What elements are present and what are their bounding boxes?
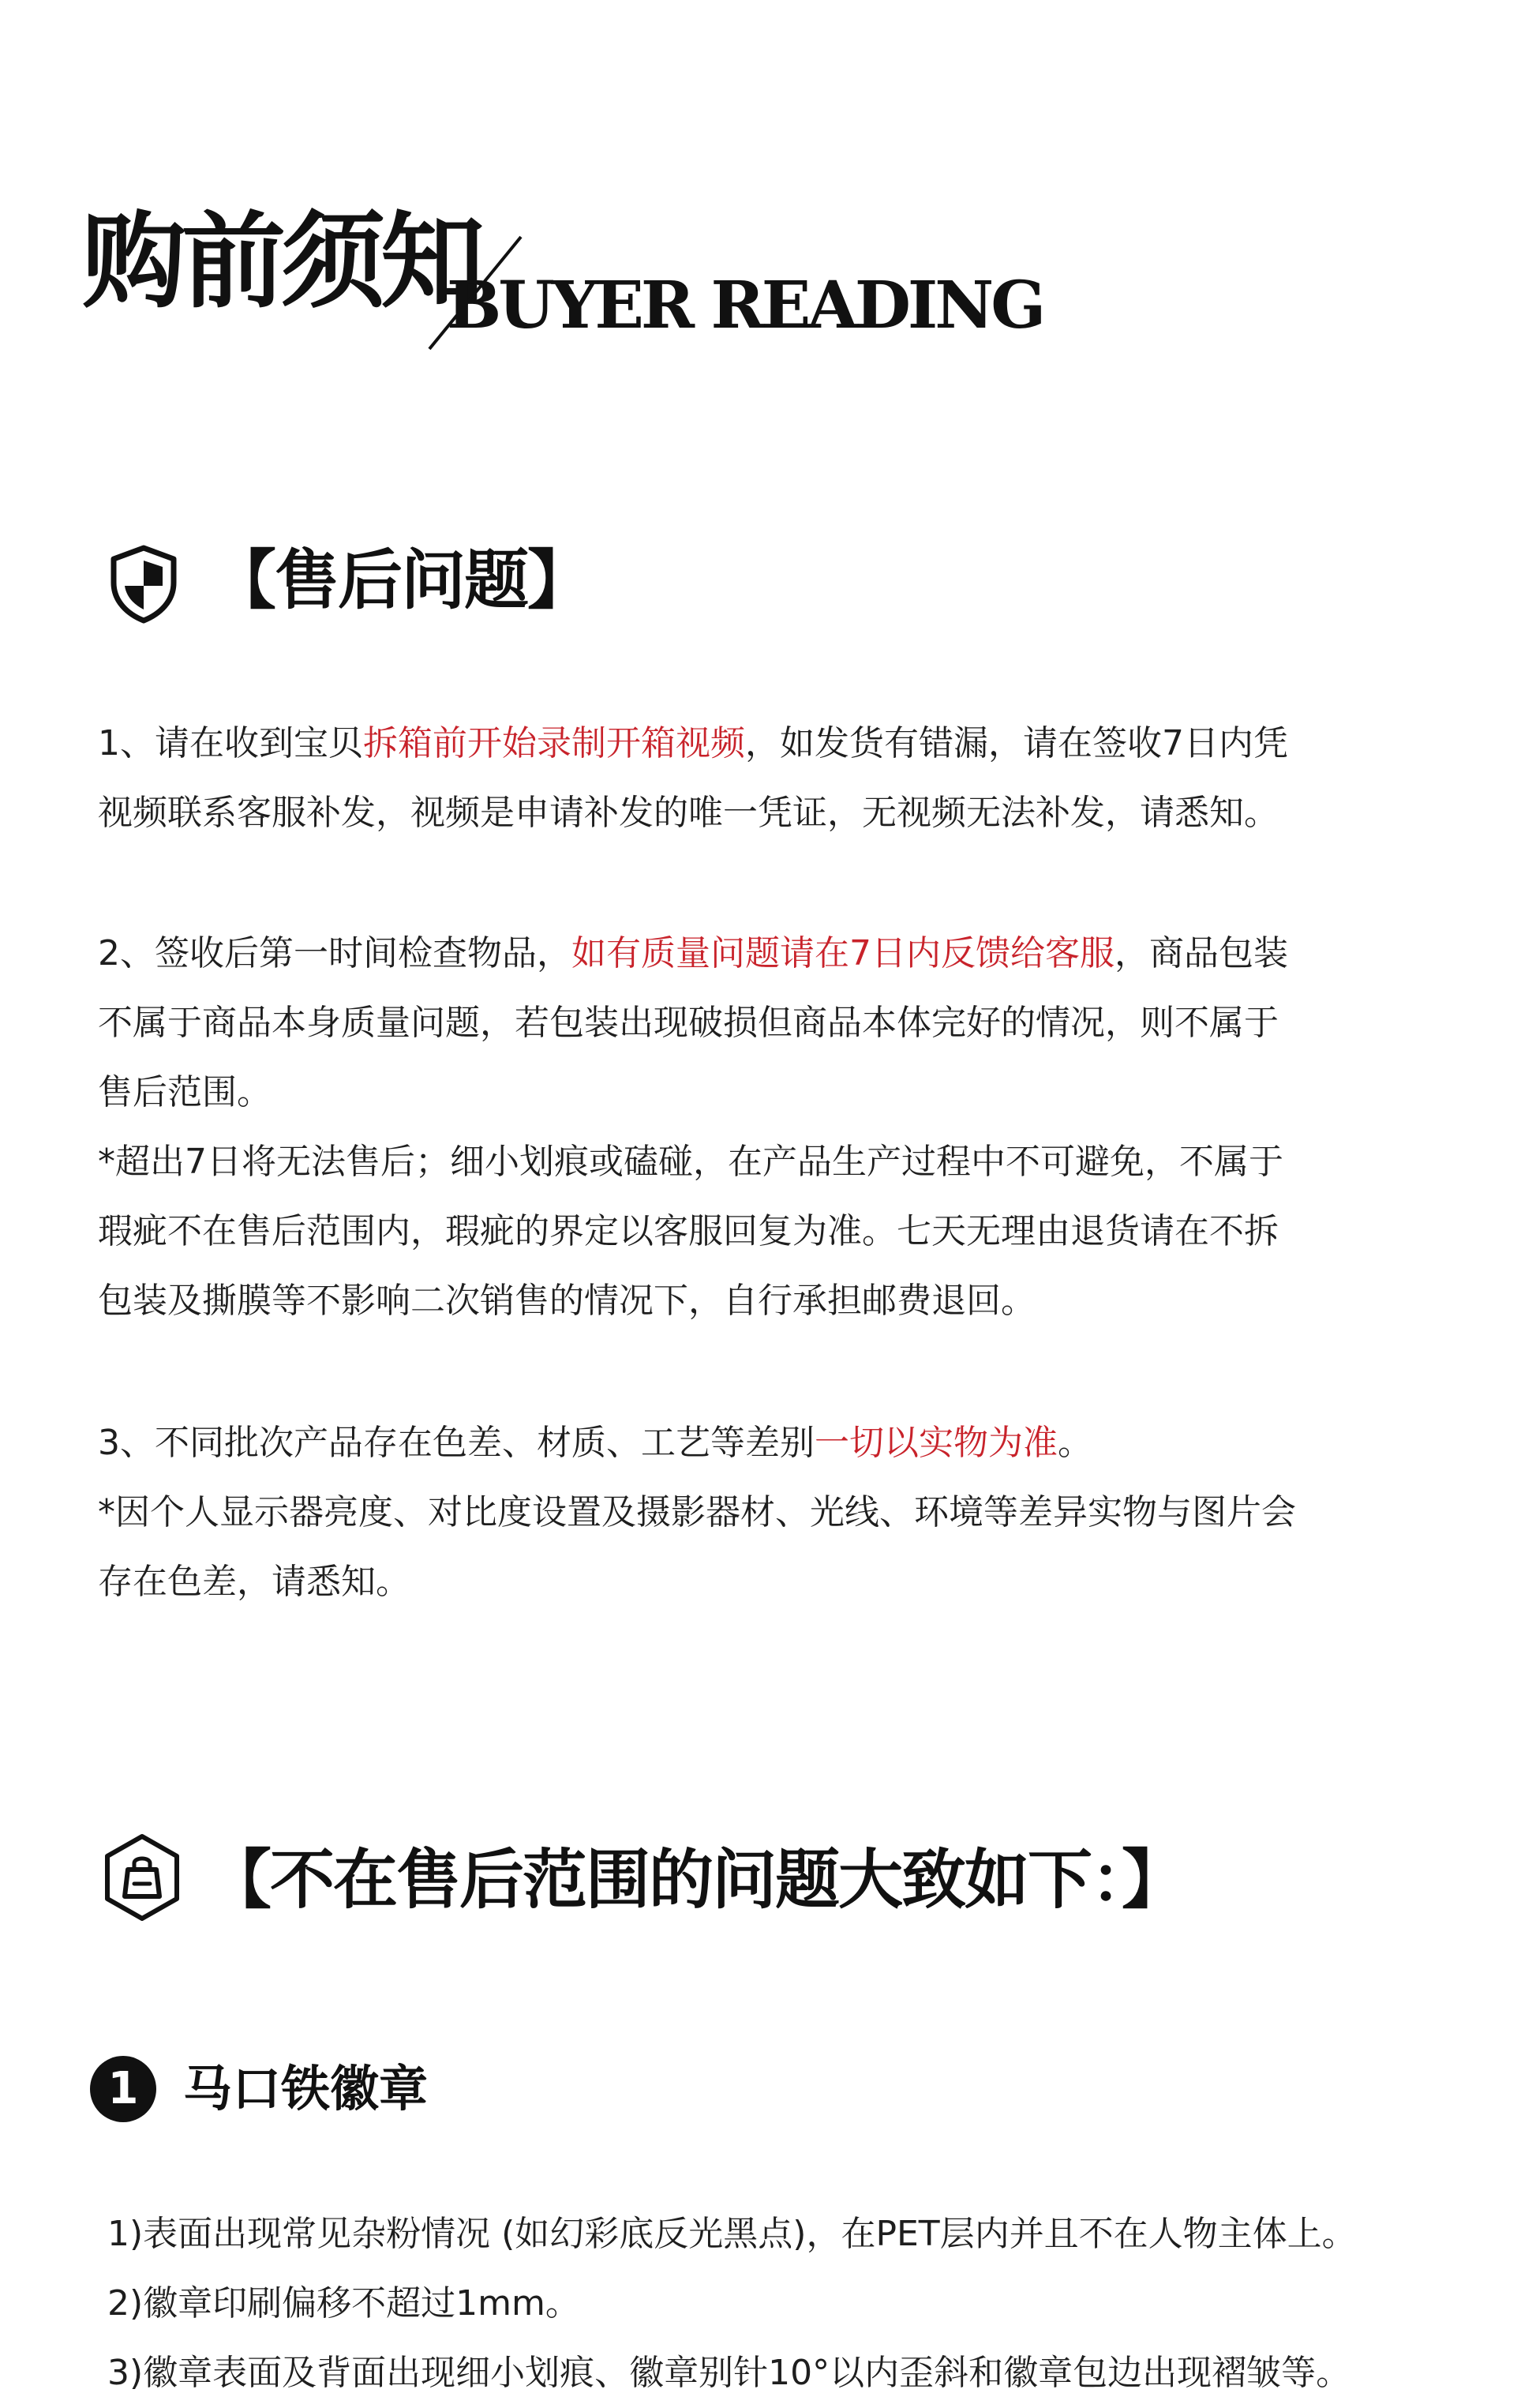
list-item: 2)徽章印刷偏移不超过1mm。	[107, 2283, 580, 2324]
section-title-after-sales: 【售后问题】	[212, 542, 591, 618]
p3-prefix: 3、不同批次产品存在色差、材质、工艺等差别	[98, 1423, 815, 1463]
page-title-cn: 购前须知	[82, 201, 480, 323]
p2-suffix: ，商品包装	[1115, 933, 1288, 973]
p1-prefix: 1、请在收到宝贝	[98, 723, 363, 763]
paragraph-2	[98, 919, 1440, 1336]
page-title-en: BUYER READING	[447, 268, 1043, 343]
condition-list	[107, 2200, 1520, 2408]
p1-suffix: ，如发货有错漏，请在签收7日内凭	[745, 723, 1288, 763]
paragraph-1	[98, 709, 1440, 848]
p3-highlight: 一切以实物为准	[815, 1423, 1058, 1463]
p2-line6: 包装及撕膜等不影响二次销售的情况下，自行承担邮费退回。	[98, 1281, 1036, 1321]
p2-line2: 不属于商品本身质量问题，若包装出现破损但商品本体完好的情况，则不属于	[98, 1003, 1279, 1043]
paragraph-3	[98, 1408, 1440, 1617]
p2-highlight: 如有质量问题请在7日内反馈给客服	[571, 933, 1115, 973]
list-item: 3)徽章表面及背面出现细小划痕、徽章别针10°以内歪斜和徽章包边出现褶皱等。	[107, 2353, 1351, 2393]
p1-line2: 视频联系客服补发，视频是申请补发的唯一凭证，无视频无法补发，请悉知。	[98, 793, 1279, 833]
p2-line4: *超出7日将无法售后；细小划痕或磕碰，在产品生产过程中不可避免，不属于	[98, 1142, 1283, 1182]
subsection-title: 马口铁徽章	[183, 2060, 429, 2117]
p2-line5: 瑕疵不在售后范围内，瑕疵的界定以客服回复为准。七天无理由退货请在不拆	[98, 1211, 1279, 1251]
number-badge: 1	[90, 2056, 156, 2122]
shield-icon	[107, 545, 180, 624]
p3-suffix: 。	[1058, 1423, 1092, 1463]
p1-highlight: 拆箱前开始录制开箱视频	[363, 723, 745, 763]
shopping-bag-icon	[101, 1832, 183, 1923]
p3-line2: *因个人显示器亮度、对比度设置及摄影器材、光线、环境等差异实物与图片会	[98, 1492, 1296, 1532]
p2-prefix: 2、签收后第一时间检查物品，	[98, 933, 571, 973]
p2-line3: 售后范围。	[98, 1072, 272, 1112]
p3-line3: 存在色差，请悉知。	[98, 1562, 410, 1602]
list-item: 1)表面出现常见杂粉情况 (如幻彩底反光黑点)，在PET层内并且不在人物主体上。	[107, 2214, 1357, 2254]
section-title-not-covered: 【不在售后范围的问题大致如下：】	[207, 1842, 1186, 1918]
